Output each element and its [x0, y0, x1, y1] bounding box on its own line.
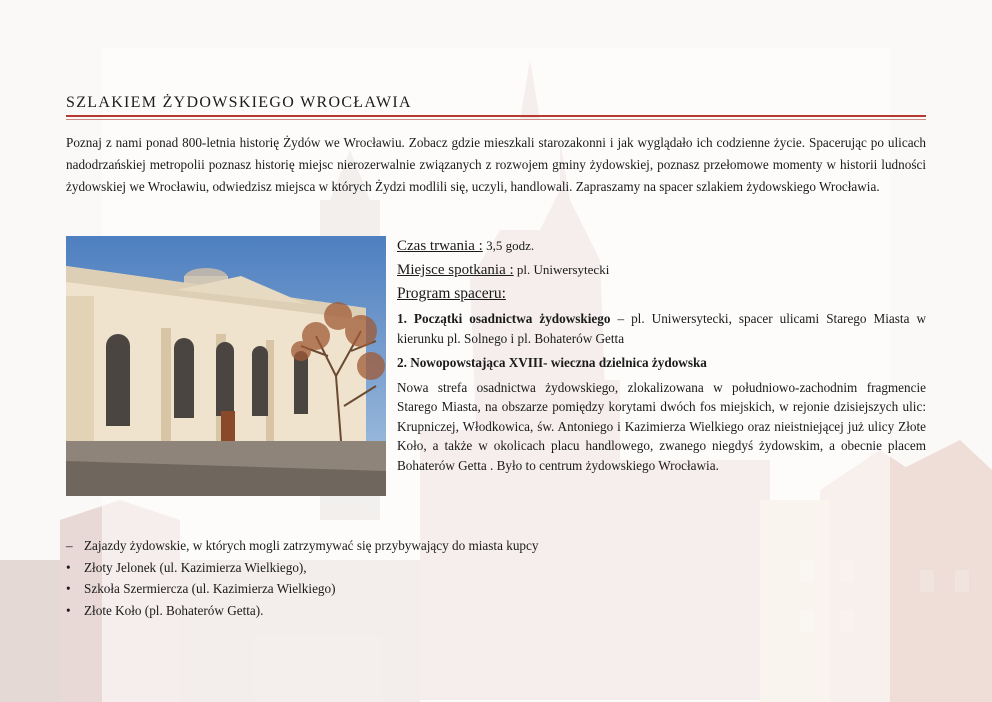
meeting-row: [397, 258, 926, 282]
list-item: [66, 557, 538, 579]
list-item-text: Szkoła Szermiercza (ul. Kazimierza Wielkiego): [84, 581, 336, 596]
meeting-label: Miejsce spotkania :: [397, 262, 514, 278]
duration-value: 3,5 godz.: [486, 238, 535, 253]
list-marker: •: [66, 559, 71, 575]
list-marker: •: [66, 581, 71, 596]
page-title: SZLAKIEM ŻYDOWSKIEGO WROCŁAWIA: [66, 94, 412, 111]
meeting-value: pl. Uniwersytecki: [516, 262, 610, 277]
program-item-2-title: 2. Nowopowstająca XVIII- wieczna dzielnica żydowska: [397, 355, 707, 370]
list-item-text: Zajazdy żydowskie, w których mogli zatrzymywać się przybywający do miasta kupcy: [84, 538, 539, 553]
list-item: [66, 578, 538, 600]
program-item-1-desc: – pl. Uniwersytecki, spacer ulicami Starego Miasta w kierunku pl. Solnego i pl. Bohaterów Getta: [397, 311, 926, 346]
intro-paragraph: Poznaj z nami ponad 800-letnia historię Żydów we Wrocławiu. Zobacz gdzie mieszkali starozakonni i jak wyglądało ich codzienne życie. Spacerując po ulicach nadodrzańskiej metropolii poznasz historię miejsc nierozerwalnie związanych z rozwojem gminy żydowskiej, poznasz przełomowe momenty w historii ludności żydowskiej we Wrocławiu, odwiedzisz miejsca w których Żydzi modlili się, uczyli, handlowali. Zapraszamy na spacer szlakiem żydowskiego Wrocławia.: [66, 135, 926, 194]
synagogue-photo: [66, 236, 386, 496]
program-heading: Program spaceru:: [397, 285, 506, 302]
district-paragraph: Nowa strefa osadnictwa żydowskiego, zlokalizowana w południowo-zachodnim fragmencie Starego Miasta, na obszarze pomiędzy korytami dwóch fos miejskich, w rejonie dzisiejszych ulic: Krupniczej, Włodkowica, św. Antoniego i Kazimierza Wielkiego oraz nieistniejącej już ulicy Złote Koło, a także w okolicach placu handlowego, zwanego niegdyś żydowskim, a obecnie placem Bohaterów Getta . Było to centrum żydowskiego Wrocławia.: [397, 379, 926, 473]
list-item-text: Złote Koło (pl. Bohaterów Getta).: [84, 602, 264, 618]
duration-label: Czas trwania :: [397, 238, 483, 254]
list-item-text: Złoty Jelonek (ul. Kazimierza Wielkiego),: [84, 559, 307, 575]
inns-list: [66, 535, 538, 621]
program-item-1-title: 1. Początki osadnictwa żydowskiego: [397, 311, 611, 326]
title-rule-thin: [66, 119, 926, 120]
duration-row: [397, 234, 926, 258]
list-item: [66, 600, 538, 622]
title-rule-red: [66, 115, 926, 117]
list-marker: –: [66, 538, 73, 553]
program-item-2: [397, 353, 926, 373]
walk-info: [397, 234, 926, 475]
program-item-1: [397, 309, 926, 348]
list-marker: •: [66, 602, 71, 618]
list-item: [66, 535, 538, 557]
